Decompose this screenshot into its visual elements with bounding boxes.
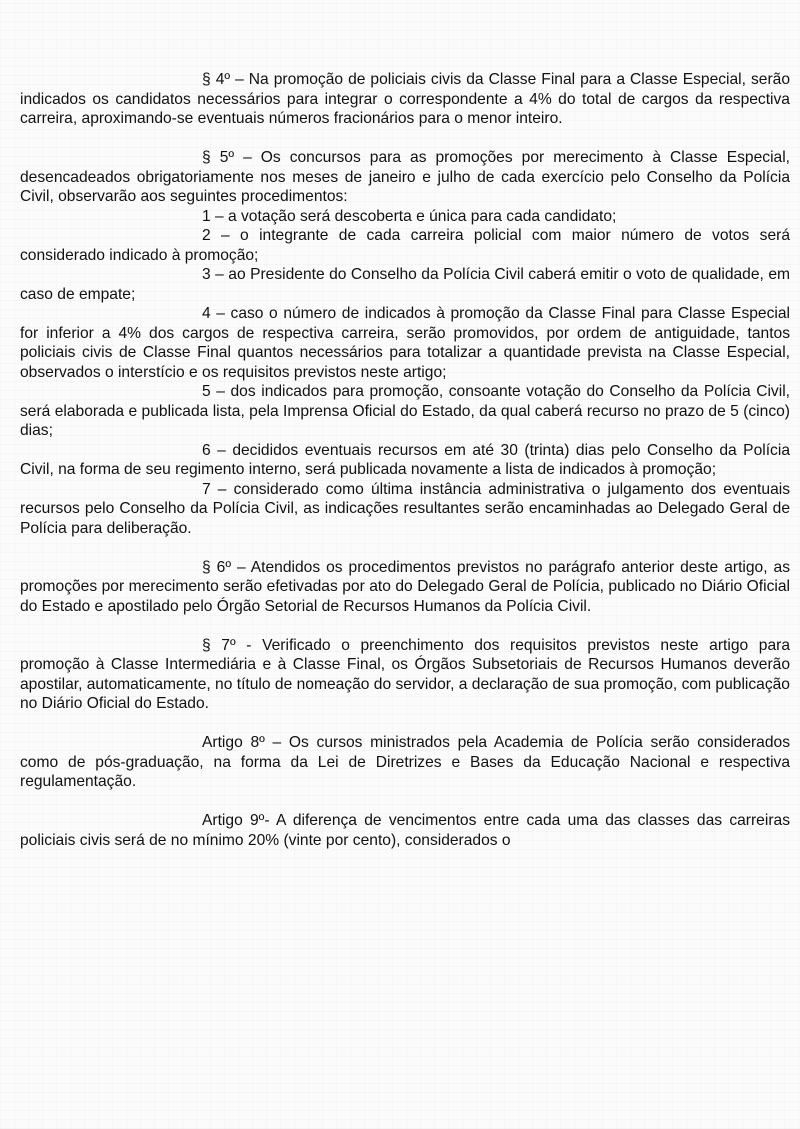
article-8: Artigo 8º – Os cursos ministrados pela Academia de Polícia serão considerados como de pós-graduação, na forma da Lei de Diretrizes e Bases da Educação Nacional e respectiva regulamentação. <box>20 734 790 790</box>
list-item-4: 4 – caso o número de indicados à promoção da Classe Final para Classe Especial for inferior a 4% dos cargos de respectiva carreira, serão promovidos, por ordem de antiguidade, tantos policiais civis de Classe Final quantos necessários para totalizar a quantidade prevista na Classe Especial, observados o interstício e os requisitos previstos neste artigo; <box>20 305 790 381</box>
list-item-1: 1 – a votação será descoberta e única para cada candidato; <box>202 207 617 225</box>
list-item-3: 3 – ao Presidente do Conselho da Polícia Civil caberá emitir o voto de qualidade, em caso de empate; <box>20 266 790 303</box>
list-item-5: 5 – dos indicados para promoção, consoante votação do Conselho da Polícia Civil, será elaborada e publicada lista, pela Imprensa Oficial do Estado, da qual caberá recurso no prazo de 5 (cinco) dias; <box>20 383 790 439</box>
paragraph-6: § 6º – Atendidos os procedimentos previstos no parágrafo anterior deste artigo, as promoções por merecimento serão efetivadas por ato do Delegado Geral de Polícia, publicado no Diário Oficial do Estado e apostilado pelo Órgão Setorial de Recursos Humanos da Polícia Civil. <box>20 558 790 615</box>
paragraph-5: § 5º – Os concursos para as promoções por merecimento à Classe Especial, desencadeados obrigatoriamente nos meses de janeiro e julho de cada exercício pelo Conselho da Polícia Civil, observarão aos seguintes procedimentos: <box>20 149 790 205</box>
document-body <box>20 70 790 850</box>
paragraph-7: § 7º - Verificado o preenchimento dos requisitos previstos neste artigo para promoção à Classe Intermediária e à Classe Final, os Órgãos Subsetoriais de Recursos Humanos deverão apostilar, automaticamente, no título de nomeação do servidor, a declaração de sua promoção, com publicação no Diário Oficial do Estado. <box>20 636 790 712</box>
list-item-6: 6 – decididos eventuais recursos em até 30 (trinta) dias pelo Conselho da Polícia Civil, na forma de seu regimento interno, será publicada novamente a lista de indicados à promoção; <box>20 441 790 478</box>
list-item-7: 7 – considerado como última instância administrativa o julgamento dos eventuais recursos pelo Conselho da Polícia Civil, as indicações resultantes serão encaminhadas ao Delegado Geral de Polícia para deliberação. <box>20 480 790 537</box>
paragraph-4: § 4º – Na promoção de policiais civis da Classe Final para a Classe Especial, serão indicados os candidatos necessários para integrar o correspondente a 4% do total de cargos da respectiva carreira, aproximando-se eventuais números fracionários para o menor inteiro. <box>20 71 790 127</box>
list-item-2: 2 – o integrante de cada carreira policial com maior número de votos será considerado indicado à promoção; <box>20 227 790 264</box>
article-9: Artigo 9º- A diferença de vencimentos entre cada uma das classes das carreiras policiais civis será de no mínimo 20% (vinte por cento), considerados o <box>20 812 790 849</box>
